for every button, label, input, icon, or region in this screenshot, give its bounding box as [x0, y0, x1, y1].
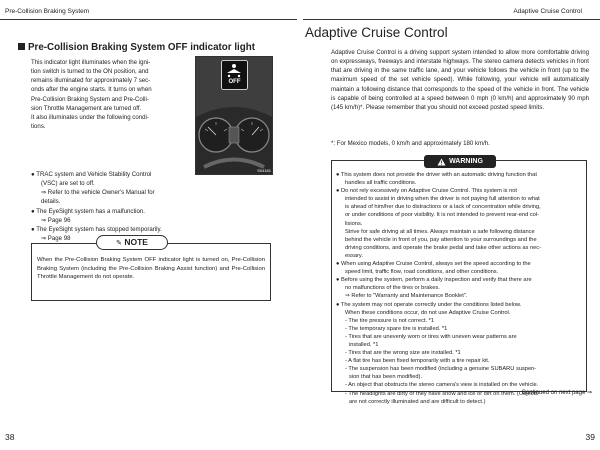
reference-link[interactable]: ⇒ Refer to "Warranty and Maintenance Booklet".	[345, 293, 468, 300]
warning-line: ● When using Adaptive Cruise Control, always set the speed according to the	[336, 261, 531, 268]
note-title	[96, 235, 168, 250]
warning-line: When these conditions occur, do not use Adaptive Cruise Control.	[345, 309, 511, 316]
page-number-left: 38	[5, 432, 15, 442]
warning-title	[424, 155, 496, 168]
warning-line: - The headlights are dirty or they have snow and ice or dirt on them. (Objects	[345, 390, 539, 397]
warning-line: - The suspension has been modified (including a genuine SUBARU suspen-	[345, 366, 537, 373]
warning-line: - A flat tire has been fixed temporarily with a tire repair kit.	[345, 358, 490, 365]
warning-line: ● This system does not provide the driver with an automatic driving function that	[336, 172, 537, 178]
page-ref-link[interactable]: ⇒ Page 98	[41, 235, 71, 243]
para-line: Pre-Collision Braking System and Pre-Colli-	[31, 95, 149, 103]
warning-line: Strive for safe driving at all times. Always maintain a safe following distance	[345, 228, 535, 235]
condition-line: ● TRAC system and Vehicle Stability Control	[31, 171, 152, 178]
warning-line: no malfunctions of the tires or brakes.	[345, 285, 440, 292]
figure-id: S04161	[257, 168, 271, 173]
para-line: This indicator light illuminates when the igni-	[31, 59, 151, 66]
warning-list	[336, 171, 582, 406]
right-running-header: Adaptive Cruise Control	[513, 8, 582, 15]
indicator-description	[31, 58, 186, 131]
page-number-right: 39	[585, 432, 595, 442]
page-ref-link[interactable]: ⇒ Page 96	[41, 216, 71, 224]
condition-link[interactable]: ⇒ Refer to the vehicle Owner's Manual for	[41, 189, 155, 197]
warning-line: ● Do not rely excessively on Adaptive Cruise Control. This system is not	[336, 188, 517, 195]
warning-line: ● The system may not operate correctly under the conditions listed below.	[336, 301, 522, 308]
warning-line: speed limit, traffic flow, road conditions, and other conditions.	[345, 269, 499, 276]
condition-line: ● The EyeSight system has a malfunction.	[31, 207, 145, 215]
para-line: It also illuminates under the following condi-	[31, 113, 149, 121]
note-text: When the Pre-Collision Braking System OFF indicator light is turned on, Pre-Collision Braking System (including the Pre-Collision Braking Assist function) and Pre-Collision Throttle Management do not operate.	[37, 257, 265, 281]
right-page	[300, 0, 600, 450]
warning-line: behind the vehicle in front of you, pay attention to your surroundings and the	[345, 236, 537, 243]
footnote: *: For Mexico models, 0 km/h and approximately 180 km/h.	[331, 140, 490, 147]
warning-line: is ahead of him/her due to distractions or a lack of concentration while driving,	[345, 204, 541, 211]
section-title	[18, 42, 255, 53]
section-title-text: Pre-Collision Braking System OFF indicator light	[28, 42, 255, 53]
warning-line: ● Before using the system, perform a daily inspection and verify that there are	[336, 277, 532, 284]
pcb-off-indicator-icon	[221, 60, 248, 90]
warning-line: driving conditions, and operate the brake pedal and take other actions as nec-	[345, 244, 542, 251]
warning-line: - Tires that are the wrong size are installed. *1	[345, 350, 461, 357]
warning-line: intended to assist in driving when the driver is not paying full attention to what	[345, 196, 540, 203]
para-line: onds after the engine starts. It turns on when	[31, 86, 152, 94]
para-line: sion Throttle Management are turned off.	[31, 104, 142, 112]
warning-line: installed. *1	[349, 341, 379, 348]
continued-on-next-page: Continued on next page ⇒	[521, 390, 592, 396]
warning-line: - The temporary spare tire is installed. *1	[345, 325, 448, 332]
note-title-text: NOTE	[124, 237, 148, 247]
warning-triangle-icon	[437, 158, 446, 166]
section-square-icon	[18, 43, 25, 50]
para-line: tion switch is turned to the ON position, and	[31, 68, 149, 76]
warning-line: - Tires that are unevenly worn or tires with uneven wear patterns are	[345, 333, 517, 340]
warning-line: sion that has been modified).	[349, 374, 423, 381]
warning-title-text: WARNING	[449, 158, 483, 165]
warning-line: - The tire pressure is not correct. *1	[345, 317, 435, 324]
indicator-off-label: OFF	[228, 79, 241, 85]
acc-description: Adaptive Cruise Control is a driving support system intended to allow more comfortable driving on expressways, freeways and interstate highways. The stereo camera detects vehicles in front that are driving in the same traffic lane, and your vehicle follows the vehicle in front (up to the maximum speed of the set vehicle speed). While following, your vehicle will automatically maintain a following distance that corresponds to the speed of the vehicle in front. The vehicle is capable of being controlled at a speed between 0 mph (0 km/h) and approximately 90 mph (145 km/h)*. Please remember that you should not exceed posted speed limits.	[331, 49, 589, 111]
right-header-rule	[303, 19, 600, 20]
left-header-rule	[0, 19, 297, 20]
condition-line: details.	[41, 198, 61, 206]
page-title: Adaptive Cruise Control	[305, 25, 448, 40]
warning-line: or under conditions of poor visibility. It is not intended to prevent rear-end col-	[345, 212, 540, 219]
para-line: tions.	[31, 123, 46, 131]
condition-list	[31, 170, 271, 243]
left-running-header: Pre-Collision Braking System	[5, 8, 90, 15]
note-icon: ✎	[116, 240, 122, 247]
para-line: remains illuminated for approximately 7 sec-	[31, 77, 151, 85]
warning-line: essary.	[345, 252, 363, 259]
warning-line: handles all traffic conditions.	[345, 180, 417, 187]
warning-line: - An object that obstructs the stereo camera's view is installed on the vehicle.	[345, 382, 539, 389]
condition-line: ● The EyeSight system has stopped temporarily.	[31, 225, 162, 233]
condition-line: (VSC) are set to off.	[41, 180, 95, 188]
instrument-cluster-figure	[195, 56, 273, 175]
warning-line: are not correctly illuminated and are difficult to detect.)	[349, 398, 486, 405]
warning-line: lisions.	[345, 220, 363, 227]
